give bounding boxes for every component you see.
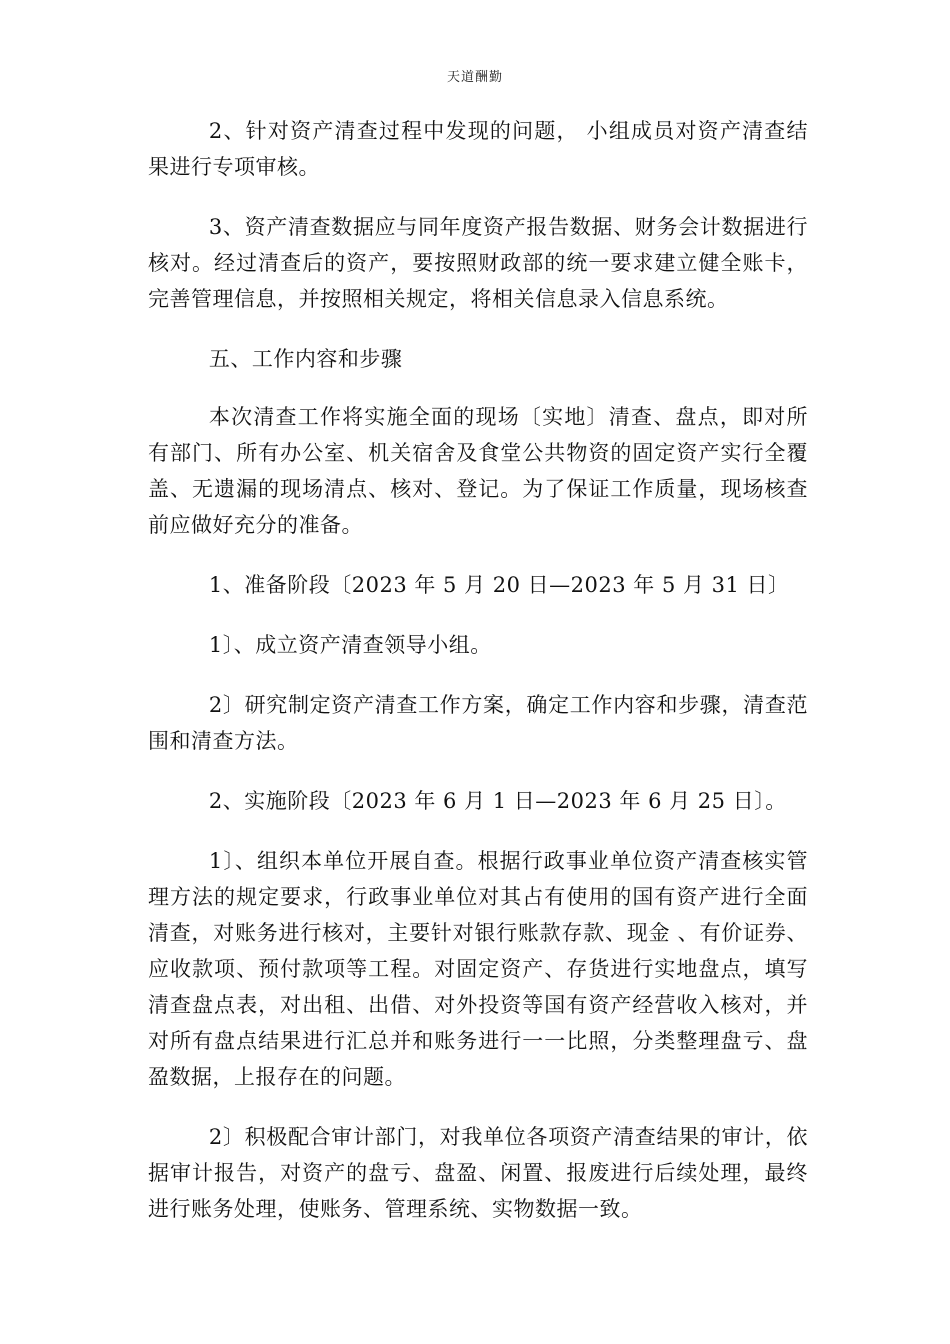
page-header: 天道酬勤	[446, 70, 503, 85]
paragraph-work-plan: 2〕研究制定资产清查工作方案，确定工作内容和步骤，清查范围和清查方法。	[148, 693, 808, 753]
paragraph-inventory-scope: 本次清查工作将实施全面的现场〔实地〕清查、盘点，即对所有部门、所有办公室、机关宿舍及食堂公共物资的固定资产实行全覆盖、无遗漏的现场清点、核对、登记。为了保证工作质量，现场核查前应做好充分的准备。	[148, 405, 808, 537]
paragraph-preparation-stage: 1、准备阶段〔2023 年 5 月 20 日—2023 年 5 月 31 日〕	[208, 573, 790, 597]
section-heading-work-content: 五、工作内容和步骤	[208, 347, 403, 371]
paragraph-review: 2、针对资产清查过程中发现的问题， 小组成员对资产清查结果进行专项审核。	[148, 119, 808, 179]
paragraph-self-inspection: 1〕、组织本单位开展自查。根据行政事业单位资产清查核实管理方法的规定要求，行政事业单位对其占有使用的国有资产进行全面清查，对账务进行核对，主要针对银行账款存款、现金 、有价证券、应收款项、预付款项等工程。对固定资产、存货进行实地盘点，填写清查盘点表，对出租、出借、对外投资等国有资产经营收入核对，并对所有盘点结果进行汇总并和账务进行一一比照，分类整理盘亏、盘盈数据，上报存在的问题。	[148, 849, 808, 1089]
paragraph-data-check: 3、资产清查数据应与同年度资产报告数据、财务会计数据进行核对。经过清查后的资产，要按照财政部的统一要求建立健全账卡，完善管理信息，并按照相关规定，将相关信息录入信息系统。	[148, 215, 808, 311]
paragraph-audit-cooperation: 2〕积极配合审计部门，对我单位各项资产清查结果的审计，依据审计报告，对资产的盘亏、盘盈、闲置、报废进行后续处理，最终进行账务处理，使账务、管理系统、实物数据一致。	[148, 1125, 808, 1221]
paragraph-implementation-stage: 2、实施阶段〔2023 年 6 月 1 日—2023 年 6 月 25 日〕。	[208, 789, 787, 813]
paragraph-leadership-group: 1〕、成立资产清查领导小组。	[208, 633, 492, 657]
document-body	[148, 113, 808, 1251]
